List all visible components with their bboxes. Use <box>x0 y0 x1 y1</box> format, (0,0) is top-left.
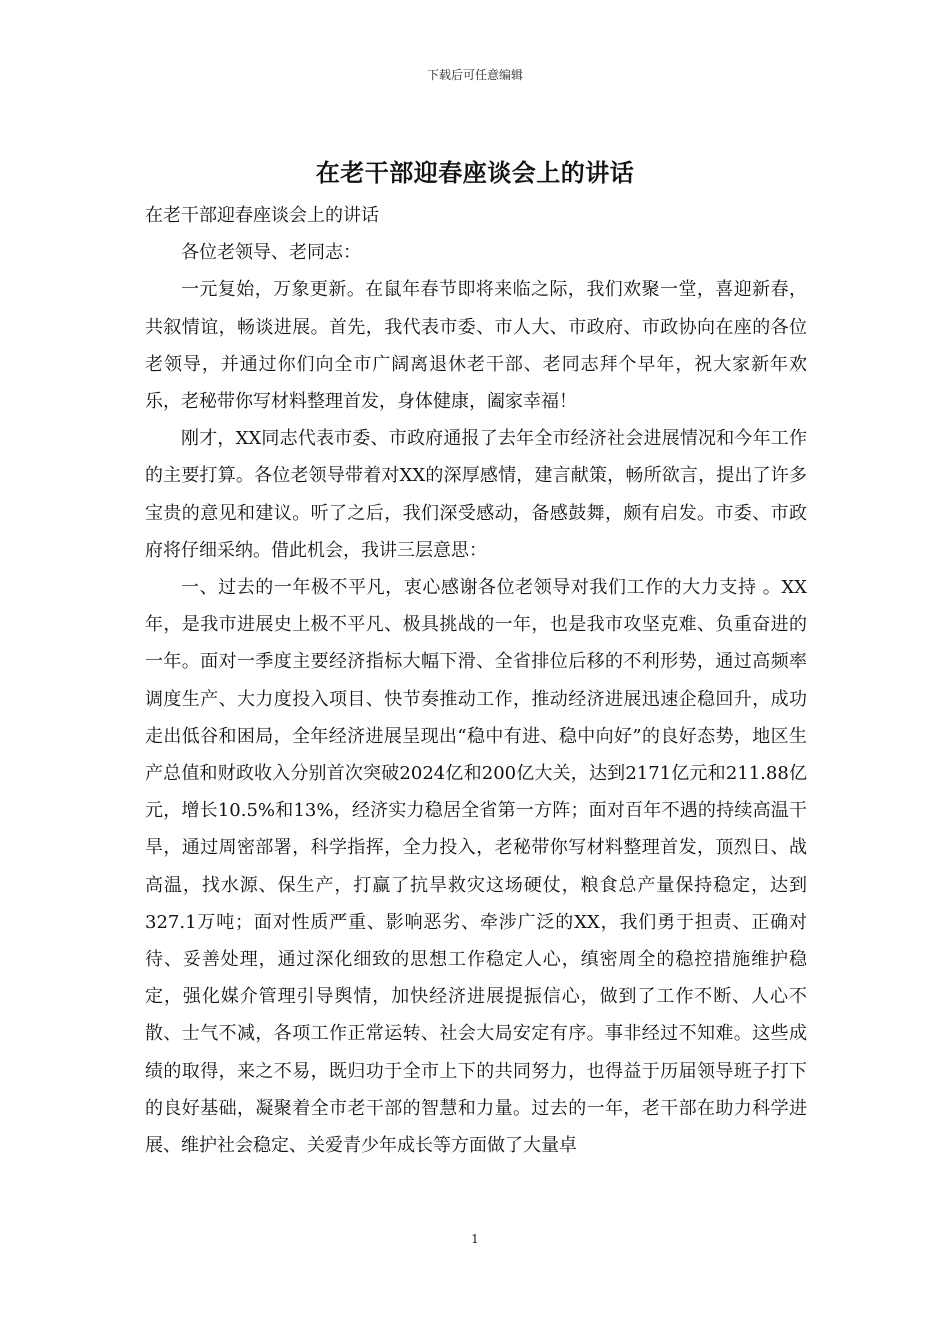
subtitle-paragraph: 在老干部迎春座谈会上的讲话 <box>145 205 379 226</box>
salutation-paragraph: 各位老领导、老同志： <box>181 242 361 264</box>
document-body <box>145 197 807 1164</box>
document-title: 在老干部迎春座谈会上的讲话 <box>315 158 635 187</box>
page-header-note: 下载后可任意编辑 <box>426 68 523 82</box>
section-one-paragraph: 一、过去的一年极不平凡，衷心感谢各位老领导对我们工作的大力支持 。XX年，是我市进展史上极不平凡、极具挑战的一年，也是我市攻坚克难、负重奋进的一年。面对一季度主要经济指标大幅下滑、全省排位后移的不利形势，通过高频率调度生产、大力度投入项目、快节奏推动工作，推动经济进展迅速企稳回升，成功走出低谷和困局，全年经济进展呈现出“稳中有进、稳中向好”的良好态势，地区生产总值和财政收入分别首次突破2024亿和200亿大关，达到2171亿元和211.88亿元，增长10.5%和13%，经济实力稳居全省第一方阵；面对百年不遇的持续高温干旱，通过周密部署，科学指挥，全力投入，老秘带你写材料整理首发，顶烈日、战高温，找水源、保生产，打赢了抗旱救灾这场硬仗，粮食总产量保持稳定，达到327.1万吨；面对性质严重、影响恶劣、牵涉广泛的XX，我们勇于担责、正确对待、妥善处理，通过深化细致的思想工作稳定人心，缜密周全的稳控措施维护稳定，强化媒介管理引导舆情，加快经济进展提振信心，做到了工作不断、人心不散、士气不减，各项工作正常运转、社会大局安定有序。事非经过不知难。这些成绩的取得，来之不易，既归功于全市上下的共同努力，也得益于历届领导班子打下的良好基础，凝聚着全市老干部的智慧和力量。过去的一年，老干部在助力科学进展、维护社会稳定、关爱青少年成长等方面做了大量卓 <box>145 577 807 1157</box>
page-number: 1 <box>471 1232 479 1246</box>
intro-paragraph: 刚才，XX同志代表市委、市政府通报了去年全市经济社会进展情况和今年工作的主要打算。各位老领导带着对XX的深厚感情，建言献策，畅所欲言，提出了许多宝贵的意见和建议。听了之后，我们深受感动，备感鼓舞，颇有启发。市委、市政府将仔细采纳。借此机会，我讲三层意思： <box>145 428 807 561</box>
greeting-paragraph: 一元复始，万象更新。在鼠年春节即将来临之际，我们欢聚一堂，喜迎新春，共叙情谊，畅谈进展。首先，我代表市委、市人大、市政府、市政协向在座的各位老领导，并通过你们向全市广阔离退休老干部、老同志拜个早年，祝大家新年欢乐，老秘带你写材料整理首发，身体健康，阖家幸福！ <box>145 279 807 413</box>
